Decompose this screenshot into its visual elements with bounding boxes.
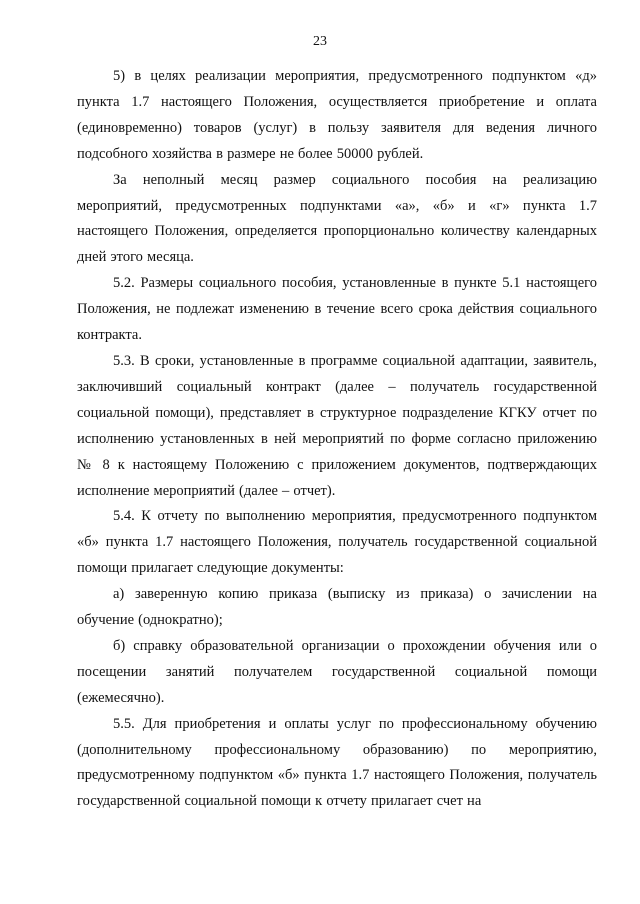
paragraph-5-2: 5.2. Размеры социального пособия, установленные в пункте 5.1 настоящего Положения, не подлежат изменению в течение всего срока действия социального контракта. [77,275,597,344]
paragraph-5-4-item-a: а) заверенную копию приказа (выписку из приказа) о зачислении на обучение (однократно); [77,586,597,629]
paragraph-5-4-item-b: б) справку образовательной организации о прохождении обучения или о посещении занятий получателем государственной социальной помощи (ежемесячно). [77,637,597,706]
paragraph-5-item-5: 5) в целях реализации мероприятия, предусмотренного подпунктом «д» пункта 1.7 настоящего Положения, осуществляется приобретение и оплата (единовременно) товаров (услуг) в пользу заявителя для ведения личного подсобного хозяйства в размере не более 50000 рублей. [77,68,597,162]
paragraph-5-5: 5.5. Для приобретения и оплаты услуг по профессиональному обучению (дополнительному профессиональному образованию) по мероприятию, предусмотренному подпунктом «б» пункта 1.7 настоящего Положения, получатель государственной социальной помощи к отчету прилагает счет на [77,715,597,810]
paragraph-partial-month: За неполный месяц размер социального пособия на реализацию мероприятий, предусмотренных подпунктами «а», «б» и «г» пункта 1.7 настоящего Положения, определяется пропорционально количеству календарных дней этого месяца. [77,171,597,266]
document-body [77,64,597,815]
paragraph-5-4: 5.4. К отчету по выполнению мероприятия, предусмотренного подпунктом «б» пункта 1.7 настоящего Положения, получатель государственной социальной помощи прилагает следующие документы: [77,508,597,577]
page-number: 23 [313,34,327,49]
paragraph-5-3: 5.3. В сроки, установленные в программе социальной адаптации, заявитель, заключивший социальный контракт (далее – получатель государственной социальной помощи), представляет в структурное подразделение КГКУ отчет по исполнению установленных в ней мероприятий по форме согласно приложению № 8 к настоящему Положению с приложением документов, подтверждающих исполнение мероприятий (далее – отчет). [77,352,597,499]
